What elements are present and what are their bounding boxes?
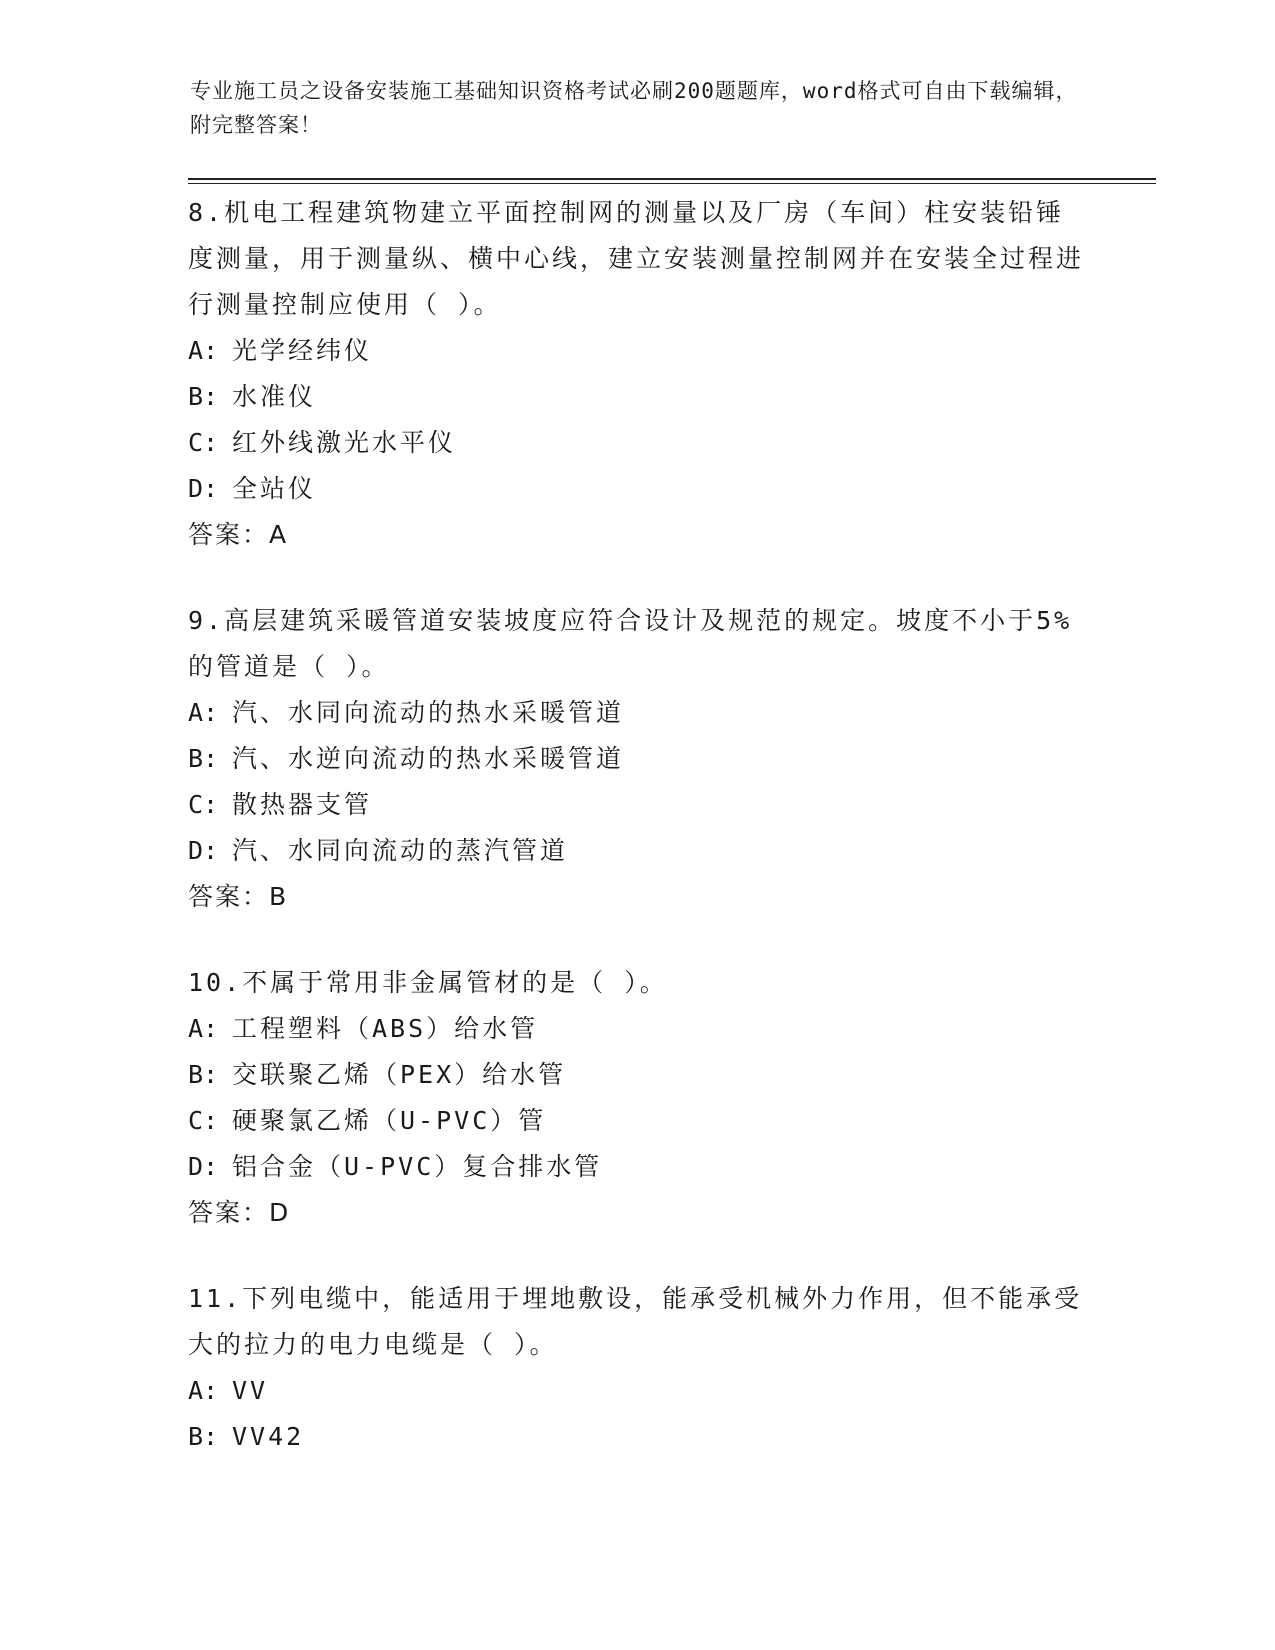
- option-text: 汽、水逆向流动的热水采暖管道: [232, 744, 625, 773]
- option-key: B:: [188, 1060, 219, 1089]
- option-key: B:: [188, 1422, 219, 1451]
- option-text: 硬聚氯乙烯（U-PVC）管: [232, 1106, 547, 1135]
- option-key: A:: [188, 336, 219, 365]
- question-stem: 9.高层建筑采暖管道安装坡度应符合设计及规范的规定。坡度不小于5%的管道是（ ）。: [188, 606, 1073, 681]
- option-key: B:: [188, 382, 219, 411]
- option-text: VV42: [232, 1422, 305, 1451]
- question-9: [188, 598, 1088, 920]
- option-key: D:: [188, 474, 219, 503]
- option-c: [188, 782, 1088, 828]
- answer-line: 答案：D: [188, 1198, 291, 1227]
- option-b: [188, 1414, 1088, 1460]
- option-key: C:: [188, 790, 219, 819]
- question-10: [188, 960, 1088, 1236]
- option-d: [188, 466, 1088, 512]
- option-text: 红外线激光水平仪: [232, 428, 457, 457]
- question-list: [188, 190, 1088, 1500]
- option-c: [188, 1098, 1088, 1144]
- option-c: [188, 420, 1088, 466]
- option-b: [188, 736, 1088, 782]
- option-text: 全站仪: [232, 474, 317, 503]
- option-key: A:: [188, 1014, 219, 1043]
- option-a: [188, 328, 1088, 374]
- option-text: 汽、水同向流动的热水采暖管道: [232, 698, 625, 727]
- option-d: [188, 828, 1088, 874]
- question-stem: 11.下列电缆中，能适用于埋地敷设，能承受机械外力作用，但不能承受大的拉力的电力电缆是（ ）。: [188, 1284, 1083, 1359]
- document-header: 专业施工员之设备安装施工基础知识资格考试必刷200题题库，word格式可自由下载编辑，附完整答案！: [190, 79, 1078, 137]
- option-text: 散热器支管: [232, 790, 373, 819]
- option-key: B:: [188, 744, 219, 773]
- question-stem: 10.不属于常用非金属管材的是（ ）。: [188, 968, 668, 997]
- option-text: 交联聚乙烯（PEX）给水管: [232, 1060, 567, 1089]
- question-stem: 8.机电工程建筑物建立平面控制网的测量以及厂房（车间）柱安装铅锤度测量，用于测量纵、横中心线，建立安装测量控制网并在安装全过程进行测量控制应使用（ ）。: [188, 198, 1085, 319]
- option-a: [188, 1006, 1088, 1052]
- option-key: D:: [188, 1152, 219, 1181]
- option-b: [188, 1052, 1088, 1098]
- header-divider-thick: [188, 178, 1156, 180]
- answer-line: 答案：A: [188, 520, 289, 549]
- option-key: A:: [188, 1376, 219, 1405]
- answer-line: 答案：B: [188, 882, 289, 911]
- option-key: A:: [188, 698, 219, 727]
- option-d: [188, 1144, 1088, 1190]
- option-a: [188, 1368, 1088, 1414]
- option-text: 水准仪: [232, 382, 317, 411]
- option-a: [188, 690, 1088, 736]
- option-text: VV: [232, 1376, 269, 1405]
- option-key: D:: [188, 836, 219, 865]
- option-text: 工程塑料（ABS）给水管: [232, 1014, 539, 1043]
- option-text: 光学经纬仪: [232, 336, 373, 365]
- option-key: C:: [188, 1106, 219, 1135]
- question-11: [188, 1276, 1088, 1460]
- header-divider-thin: [188, 183, 1156, 184]
- option-key: C:: [188, 428, 219, 457]
- question-8: [188, 190, 1088, 558]
- option-text: 汽、水同向流动的蒸汽管道: [232, 836, 569, 865]
- option-b: [188, 374, 1088, 420]
- option-text: 铝合金（U-PVC）复合排水管: [232, 1152, 603, 1181]
